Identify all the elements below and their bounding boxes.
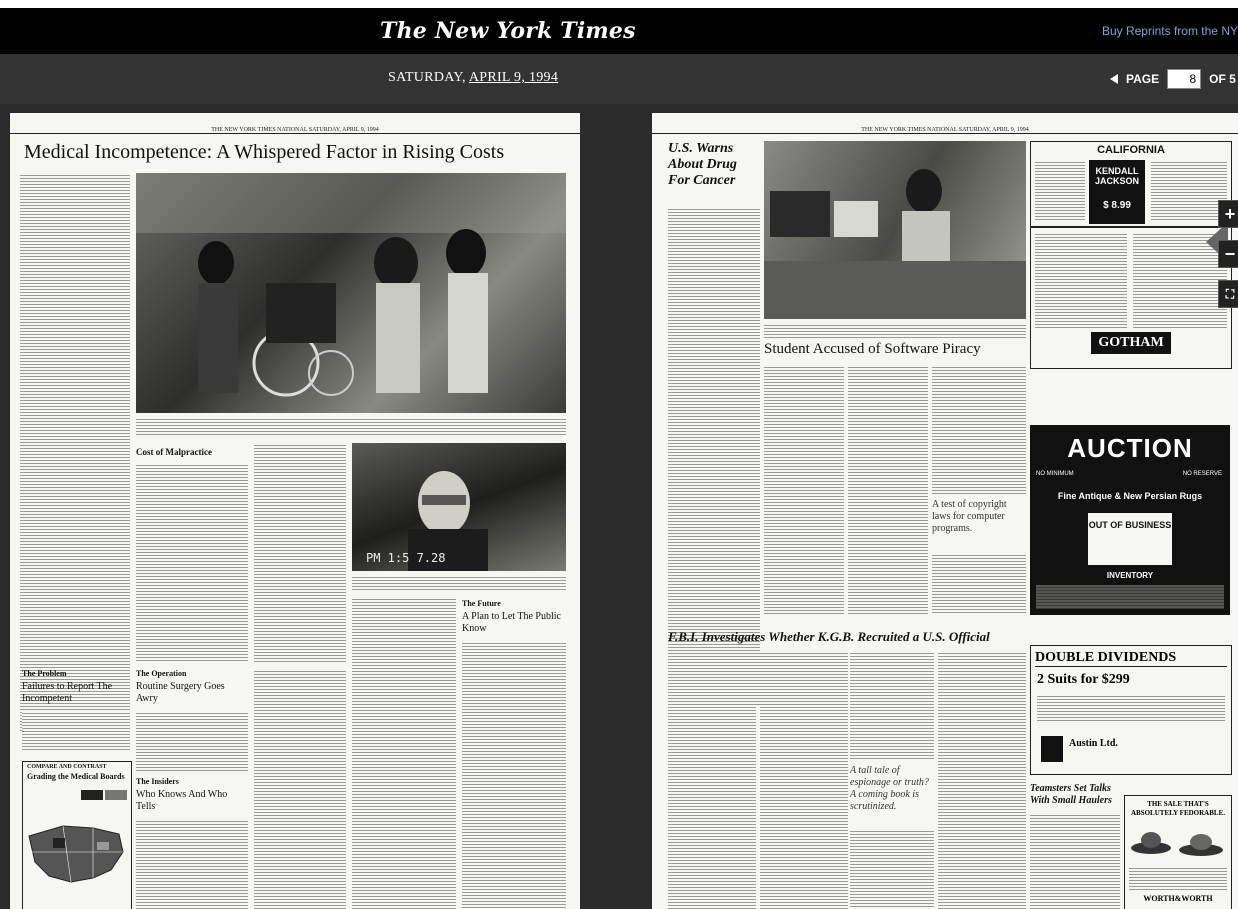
ad-worth: WORTH&WORTH	[1143, 894, 1213, 903]
ad-inventory: INVENTORY	[1106, 571, 1154, 580]
dividends-ad[interactable]	[1030, 645, 1232, 775]
page-viewer[interactable]	[0, 104, 1238, 909]
medical-boards-chart	[22, 761, 132, 909]
article-column	[932, 553, 1026, 615]
ad-auction: AUCTION	[1067, 433, 1193, 463]
page-number-input[interactable]	[1167, 69, 1201, 89]
operation-head: Routine Surgery Goes Awry	[136, 681, 225, 704]
piracy-headline: Student Accused of Software Piracy	[764, 341, 981, 357]
future-kicker: The Future	[462, 599, 501, 608]
fullscreen-icon[interactable]: ⛶	[1218, 280, 1238, 308]
article-column	[462, 641, 566, 909]
ad-sale: THE SALE THAT'S ABSOLUTELY FEDORABLE.	[1130, 800, 1225, 817]
photo-caption	[764, 323, 1026, 339]
buy-reprints-link[interactable]: Buy Reprints from the NY	[1101, 24, 1238, 38]
wine-ad-header	[1030, 141, 1232, 227]
cost-sidebar-text	[136, 463, 248, 663]
article-column	[22, 711, 130, 751]
running-head: THE NEW YORK TIMES NATIONAL SATURDAY, APRIL 9, 1994	[652, 121, 1238, 134]
fbi-headline: F.B.I. Investigates Whether K.G.B. Recruited a U.S. Official	[668, 629, 990, 644]
hat-sale-ad[interactable]	[1124, 795, 1232, 909]
austin-logo	[1041, 736, 1063, 762]
cancer-headline: U.S. Warns About Drug For Cancer	[668, 141, 737, 188]
photo-figures	[136, 173, 566, 413]
ad-suits: 2 Suits for $299	[1037, 672, 1130, 687]
previous-page-icon[interactable]	[1110, 74, 1118, 84]
article-column	[1030, 813, 1120, 909]
photo-caption	[352, 575, 566, 591]
cost-sidebar-head: Cost of Malpractice	[136, 447, 212, 457]
ad-out-of-business	[1088, 513, 1172, 565]
ad-austin: Austin Ltd.	[1069, 738, 1118, 749]
article-column	[850, 829, 934, 909]
photo-timestamp: PM 1:5 7.28	[366, 551, 446, 565]
issue-date-link[interactable]: APRIL 9, 1994	[468, 70, 559, 85]
article-column	[850, 651, 934, 759]
teamsters-headline: Teamsters Set Talks With Small Haulers	[1030, 783, 1112, 806]
wine-list	[1151, 160, 1227, 220]
ad-nominimum: NO MINIMUM	[1036, 471, 1074, 477]
hats-illustration	[1125, 822, 1231, 862]
article-column	[760, 651, 848, 909]
ad-copy	[1037, 694, 1225, 722]
zoom-out-icon[interactable]: −	[1218, 240, 1238, 268]
operation-kicker: The Operation	[136, 669, 187, 678]
article-column	[938, 651, 1026, 909]
article-column	[20, 173, 130, 733]
copyright-pullquote: A test of copyright laws for computer programs.	[932, 499, 1007, 534]
nyt-logo[interactable]: The New York Times	[380, 18, 636, 44]
ad-noreserve: NO RESERVE	[1182, 471, 1222, 477]
article-column	[668, 651, 756, 909]
chart-title: Grading the Medical Boards	[27, 772, 125, 781]
doctor-photo	[352, 443, 566, 571]
running-head: THE NEW YORK TIMES NATIONAL SATURDAY, APRIL 9, 1994	[10, 121, 580, 134]
issue-date	[388, 70, 558, 86]
top-strip	[0, 0, 1238, 8]
ad-kendall: KENDALL JACKSON	[1094, 166, 1139, 186]
insiders-head: Who Knows And Who Tells	[136, 789, 228, 812]
newspaper-page-left[interactable]	[10, 113, 580, 909]
ad-price: $ 8.99	[1103, 200, 1131, 211]
newspaper-page-right[interactable]	[652, 113, 1238, 909]
main-headline: Medical Incompetence: A Whispered Factor in Rising Costs	[24, 141, 505, 163]
ad-copy	[1129, 866, 1227, 890]
computer-room-photo	[764, 141, 1026, 319]
zoom-in-icon[interactable]: +	[1218, 200, 1238, 228]
wine-list	[1035, 232, 1127, 328]
article-column	[136, 711, 248, 771]
masthead	[0, 8, 1238, 54]
problem-head: Failures to Report The Incompetent	[22, 681, 113, 704]
wine-label	[1089, 160, 1145, 224]
us-map	[23, 786, 131, 906]
future-head: A Plan to Let The Public Know	[462, 611, 561, 634]
ad-out: OUT OF BUSINESS	[1088, 520, 1172, 530]
article-column	[352, 597, 456, 909]
ad-gotham: GOTHAM	[1091, 332, 1171, 354]
ad-california: CALIFORNIA	[1097, 144, 1165, 156]
article-column	[254, 669, 346, 909]
chart-kicker: COMPARE AND CONTRAST	[27, 764, 107, 770]
article-column	[136, 819, 248, 909]
article-column	[848, 365, 928, 615]
photo-figure	[764, 141, 1026, 319]
article-column	[932, 365, 1026, 495]
photo-caption	[136, 417, 566, 437]
issue-date-day: SATURDAY,	[388, 70, 466, 85]
insiders-kicker: The Insiders	[136, 777, 179, 786]
ad-auction-sub: Fine Antique & New Persian Rugs	[1057, 491, 1203, 501]
article-column	[254, 443, 346, 663]
ad-dividends: DOUBLE DIVIDENDS	[1035, 650, 1227, 667]
viewer-toolbar	[0, 54, 1238, 104]
page-navigator	[1110, 67, 1236, 91]
wine-price-list	[1030, 227, 1232, 369]
page-label: PAGE	[1126, 72, 1160, 86]
problem-kicker: The Problem	[22, 669, 67, 678]
wine-list	[1035, 160, 1085, 220]
article-column	[764, 365, 844, 615]
spy-pullquote: A tall tale of espionage or truth? A coming book is scrutinized.	[850, 765, 929, 812]
auction-ad[interactable]	[1030, 425, 1230, 615]
page-total-label: OF 5	[1209, 72, 1236, 86]
wheelchair-photo	[136, 173, 566, 413]
auction-details	[1036, 585, 1224, 609]
